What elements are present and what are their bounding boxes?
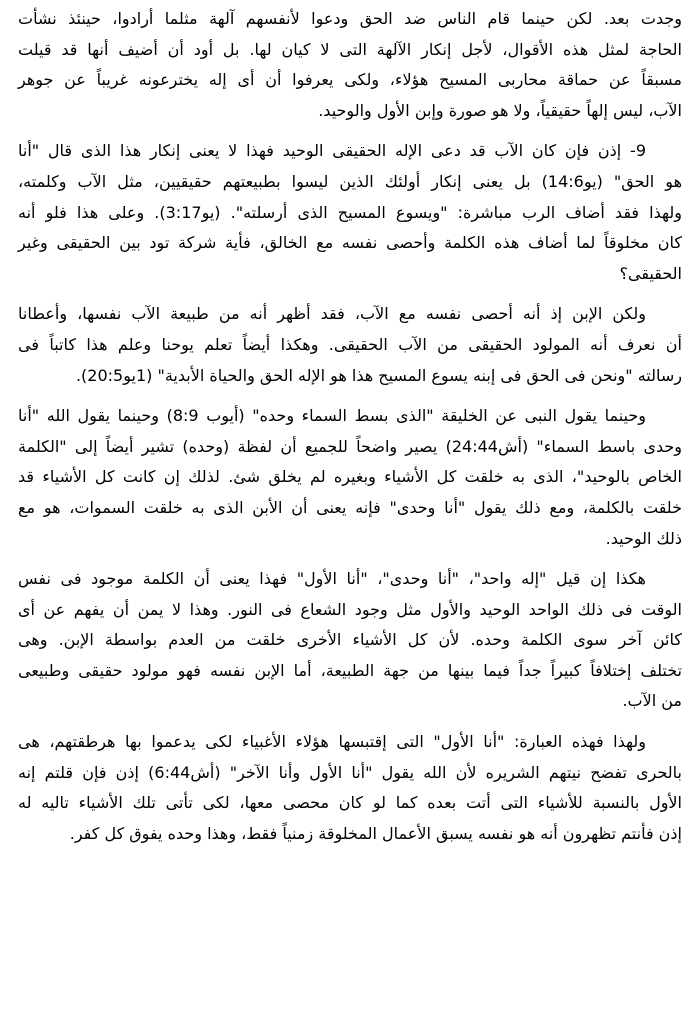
text-line: كان مخلوقاً لما أضاف هذه الكلمة وأحصى نفسه مع الخالق، فأية شركة تود بين الحقيقى وغير <box>18 233 682 253</box>
text-line: 9- إذن فإن كان الآب قد دعى الإله الحقيقى الوحيد فهذا لا يعنى إنكار هذا الذى قال "أنا <box>18 141 646 161</box>
paragraph-4 <box>18 401 682 554</box>
text-line: وحينما يقول النبى عن الخليقة "الذى بسط السماء وحده" (أيوب 8:9) وحينما يقول الله "أنا <box>18 406 646 426</box>
text-line: الوقت فى ذلك الواحد الوحيد والأول مثل وجود الشعاع فى النور. وهذا لا يمن أن يفهم عن أى <box>18 599 682 619</box>
text-line: ولهذا فهذه العبارة: "أنا الأول" التى إقتبسها هؤلاء الأغبياء لكى يدعموا بها هرطقتهم، هى <box>18 732 646 752</box>
paragraph-1 <box>18 4 682 126</box>
text-line: وحدى باسط السماء" (أش24:44) يصير واضحاً للجميع أن لفظة (وحده) تشير أيضاً إلى "الكلمة <box>18 436 682 456</box>
text-line: الأول بالنسبة للأشياء التى أتت بعده كما لو كان محصى معها، لكى تأتى تلك الأشياء تاليه له <box>18 793 682 813</box>
text-line: وجدت بعد. لكن حينما قام الناس ضد الحق ودعوا لأنفسهم آلهة مثلما أرادوا، حينئذ نشأت <box>18 9 682 28</box>
text-line: ولهذا فقد أضاف الرب مباشرة: "ويسوع المسيح الذى أرسلته". (يو3:17). وعلى هذا فلو أنه <box>18 202 682 222</box>
paragraph-3 <box>18 299 682 391</box>
text-line: الآب، ليس إلهاً حقيقياً، ولا هو صورة وإبن الأول والوحيد. <box>318 100 682 120</box>
text-line: الخاص بالوحيد"، الذى به خلقت كل الأشياء وبغيره لم يخلق شئ. لذلك إن كانت كل الأشياء قد <box>18 467 682 487</box>
text-line: خلقت بالكلمة، ومع ذلك يقول "أنا وحدى" فإنه يعنى أن الأبن الذى به خلقت السموات، هو مع <box>18 497 682 517</box>
text-line: الحقيقى؟ <box>619 263 682 283</box>
paragraph-2 <box>18 136 682 289</box>
text-line: مسبقاً عن حماقة محاربى المسيح هؤلاء، ولكى يعرفوا أن أى إله يخترعونه غريباً عن جوهر <box>18 70 682 90</box>
text-line: كائن آخر سوى الكلمة وحده. لأن كل الأشياء الأخرى خلقت من العدم بواسطة الإبن. وهى <box>18 630 682 650</box>
text-line: الحاجة لمثل هذه الأقوال، لأجل إنكار الآلهة التى لا كيان لها. بل أود أن أضيف أنها قد قيلت <box>18 39 682 59</box>
text-line: هكذا إن قيل "إله واحد"، "أنا وحدى"، "أنا الأول" فهذا يعنى أن الكلمة موجود فى نفس <box>18 569 646 589</box>
text-line: تختلف إختلافاً كبيراً جداً فيما بينها من جهة الطبيعة، أما الإبن نفسه فهو مولود حقيقى وطبيعى <box>18 660 682 680</box>
text-line: من الآب. <box>622 691 682 711</box>
text-line: هو الحق" (يو14:6) بل يعنى إنكار أولئك الذين ليسوا بطبيعتهم حقيقيين، مثل الآب وكلمته، <box>18 171 683 191</box>
paragraph-5 <box>18 564 682 717</box>
text-line: بالحرى تفضح نيتهم الشريره لأن الله يقول "أنا الأول وأنا الآخر" (أش6:44) إذن فإن قلتم إنه <box>18 762 683 782</box>
text-line: ذلك الوحيد. <box>605 528 682 548</box>
text-line: إذن فأنتم تظهرون أنه هو نفسه يسبق الأعمال المخلوقة زمنياً فقط، وهذا وحده يفوق كل كفر. <box>69 823 682 843</box>
text-line: ولكن الإبن إذ أنه أحصى نفسه مع الآب، فقد أظهر أنه من طبيعة الآب نفسها، وأعطانا <box>18 304 646 324</box>
paragraph-6 <box>18 727 682 849</box>
text-line: أن نعرف أنه المولود الحقيقى من الآب الحقيقى. وهكذا أيضاً تعلم يوحنا وعلم هذا كاتباً فى <box>18 334 682 354</box>
text-line: رسالته "ونحن فى الحق فى إبنه يسوع المسيح هذا هو الإله الحق والحياة الأبدية" (1يو20:5). <box>75 365 682 385</box>
